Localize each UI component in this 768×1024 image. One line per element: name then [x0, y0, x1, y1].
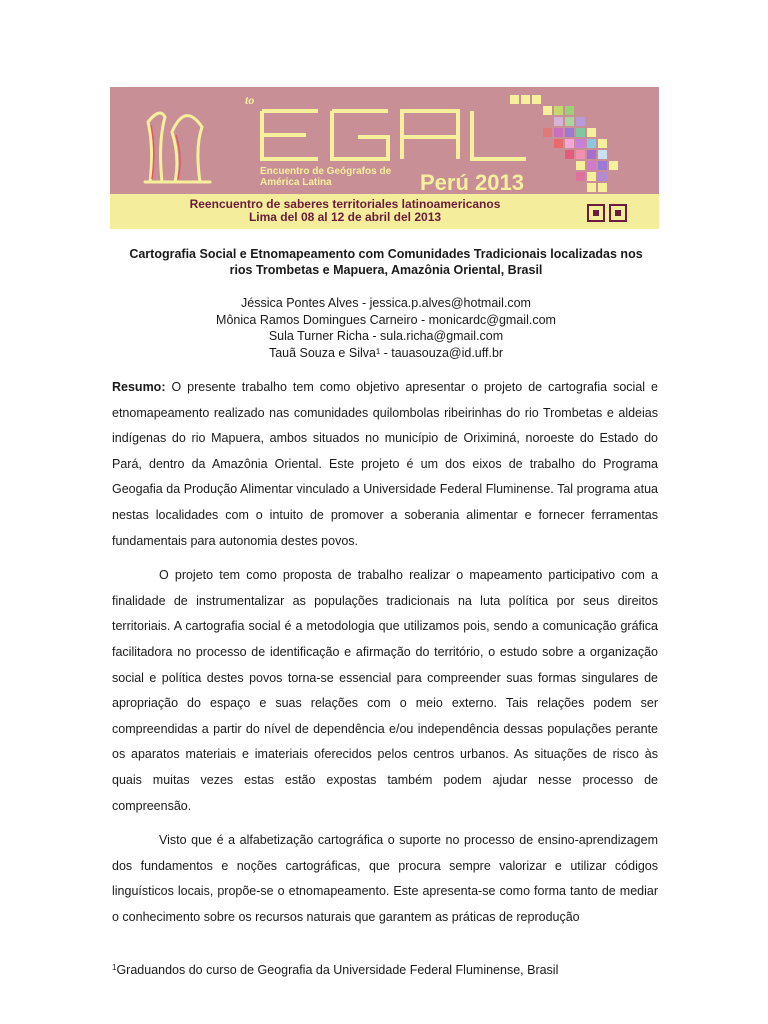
banner-subtitle	[260, 166, 391, 188]
footnote-marker: 1	[112, 963, 117, 972]
abstract-text: O presente trabalho tem como objetivo apresentar o projeto de cartografia social e etnomapeamento realizado nas comunidades quilombolas ribeirinhas do rio Trombetas e aldeias indígenas do rio Mapuera, ambos situados no município de Oriximiná, noroeste do Estado do Pará, dentro da Amazônia Oriental. Este projeto é um dos eixos de trabalho do Programa Geogafia da Produção Alimentar vinculado a Universidade Federal Fluminense. Tal programa atua nestas localidades com o intuito de promover a soberania alimentar e fornecer ferramentas fundamentais para autonomia destes povos.	[112, 380, 658, 548]
dancing-figures-icon	[145, 113, 210, 182]
paper-title-line2: rios Trombetas e Mapuera, Amazônia Oriental, Brasil	[229, 263, 543, 277]
pixel-mosaic	[510, 95, 618, 192]
author-line: Jéssica Pontes Alves - jessica.p.alves@hotmail.com	[241, 296, 531, 310]
footnote	[112, 963, 672, 977]
paper-title	[112, 246, 660, 278]
author-line: Tauã Souza e Silva¹ - tauasouza@id.uff.br	[268, 345, 504, 360]
author-line: Sula Turner Richa - sula.richa@gmail.com	[268, 329, 504, 343]
abstract-label: Resumo:	[112, 380, 166, 394]
body-paragraph: Visto que é a alfabetização cartográfica o suporte no processo de ensino-aprendizagem dos fundamentos e noções cartográficas, que procura sempre valorizar e utilizar códigos linguísticos locais, propõe-se o etnomapeamento. Este apresenta-se como forma tanto de mediar o conhecimento sobre os recursos naturais que garantem as práticas de reprodução	[112, 833, 658, 924]
banner-subtitle-line1: Encuentro de Geógrafos de	[260, 166, 392, 177]
banner-country-year: Perú 2013	[420, 170, 524, 195]
author-list	[112, 295, 660, 361]
banner-tagline-line1: Reencuentro de saberes territoriales latinoamericanos	[189, 197, 501, 211]
banner-subtitle-line2: América Latina	[260, 177, 332, 188]
banner-tagline	[110, 198, 580, 224]
author-line: Mônica Ramos Domingues Carneiro - monicardc@gmail.com	[216, 312, 556, 327]
conference-banner	[110, 87, 659, 229]
egal-lettering	[262, 111, 526, 159]
abstract-paragraph	[112, 375, 658, 554]
paper-body	[112, 375, 658, 939]
body-paragraph: O projeto tem como proposta de trabalho realizar o mapeamento participativo com a finalidade de instrumentalizar as populações tradicionais na luta política por seus direitos territoriais. A cartografia social é a metodologia que utilizamos pois, sendo a comunicação gráfica facilitadora no processo de identificação e afirmação do território, o estudo sobre a organização social e política destes povos torna-se essencial para compreender suas formas singulares de apropriação do espaço e suas relações com o meio externo. Tais relações podem ser compreendidas a partir do nível de dependência e/ou independência dessas populações perante os aparatos materiais e imateriais oferecidos pelos centros urbanos. As situações de risco às quais muitas vezes estas estão expostas também podem ajudar nesse processo de compreensão.	[112, 568, 658, 813]
banner-tagline-line2: Lima del 08 al 12 de abril del 2013	[248, 210, 442, 224]
edition-suffix: to	[245, 93, 255, 107]
pattern-squares-icon	[588, 205, 626, 221]
paper-title-line1: Cartografia Social e Etnomapeamento com Comunidades Tradicionais localizadas nos	[129, 247, 643, 261]
footnote-text: Graduandos do curso de Geografia da Universidade Federal Fluminense, Brasil	[116, 963, 559, 977]
